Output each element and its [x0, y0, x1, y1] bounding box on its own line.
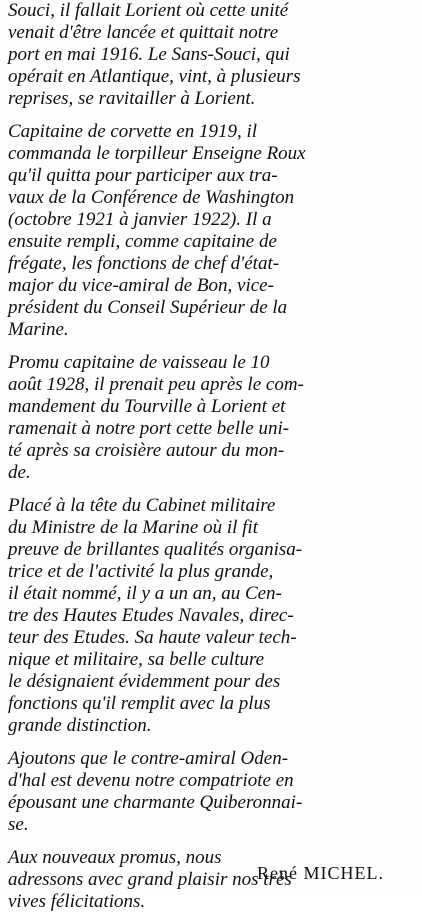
article-paragraph-6: Aux nouveaux promus, nous adressons avec grand plaisir nos très vives félicitations.: [8, 847, 292, 912]
article-paragraph-5: Ajoutons que le contre-amiral Oden- d'hal est devenu notre compatriote en épousant une charmante Quiberonnai- se.: [8, 748, 303, 835]
article-paragraph-4: Placé à la tête du Cabinet militaire du Ministre de la Marine où il fit preuve de brillantes qualités organisa- trice et de l'activité la plus grande, il était nommé, il y a un an, au Cen- tre des Hautes Etudes Navales, direc- teur des Etudes. Sa haute valeur tech- nique et militaire, sa belle culture le désignaient évidemment pour des fonctions qu'il remplit avec la plus grande distinction.: [8, 495, 303, 736]
article-paragraph-2: Capitaine de corvette en 1919, il commanda le torpilleur Enseigne Roux qu'il quitta pour participer aux tra- vaux de la Conférence de Washington (octobre 1921 à janvier 1922). Il a ensuite rempli, comme capitaine de frégate, les fonctions de chef d'état- major du vice-amiral de Bon, vice- président du Conseil Supérieur de la Marine.: [8, 121, 306, 340]
article-paragraph-1: Souci, il fallait Lorient où cette unité venait d'être lancée et quittait notre port en mai 1916. Le Sans-Souci, qui opérait en Atlantique, vint, à plusieurs reprises, se ravitailler à Lorient.: [8, 0, 301, 109]
author-signature: René MICHEL.: [257, 863, 384, 883]
article-paragraph-3: Promu capitaine de vaisseau le 10 août 1928, il prenait peu après le com- mandement du Tourville à Lorient et ramenait à notre port cette belle uni- té après sa croisière autour du mon- de.: [8, 352, 304, 483]
